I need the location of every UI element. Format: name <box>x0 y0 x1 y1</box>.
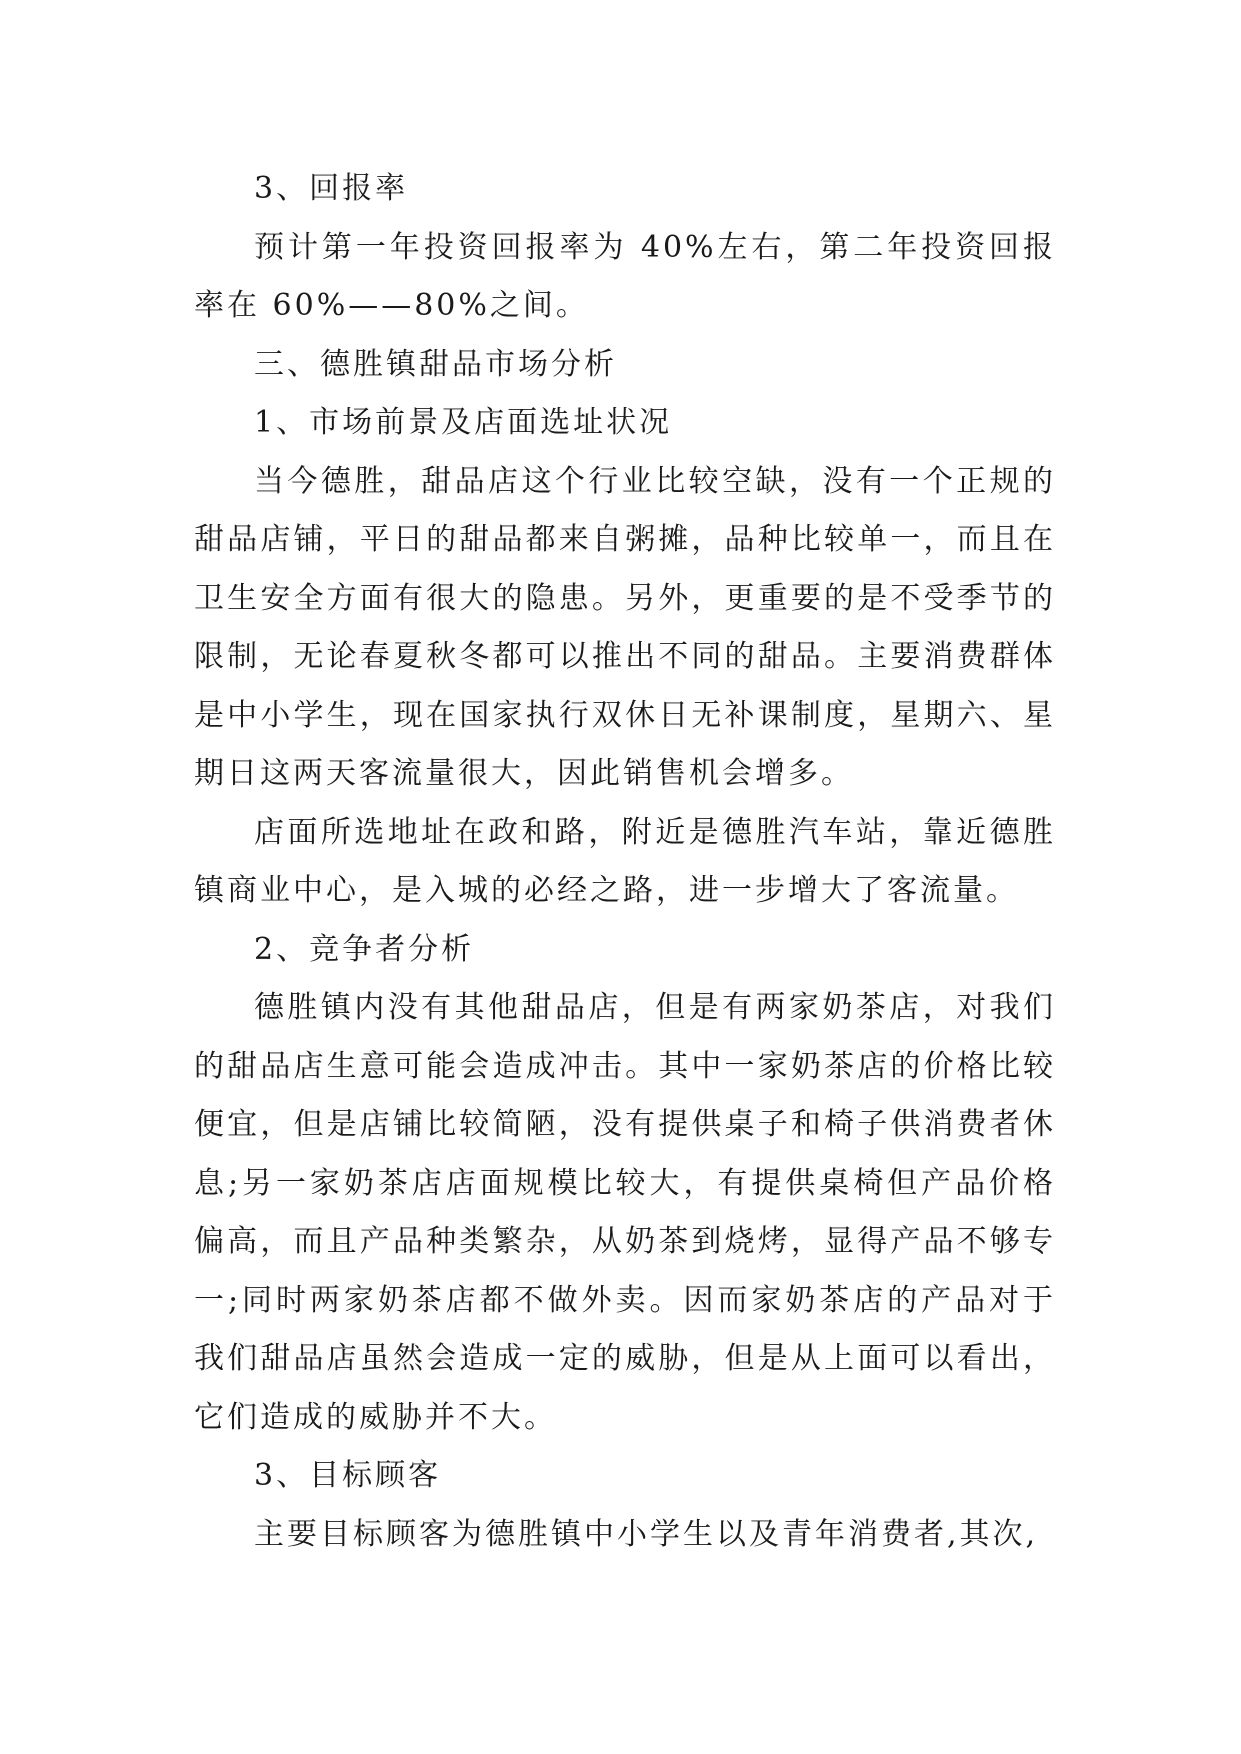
heading-market-prospect: 1、市场前景及店面选址状况 <box>254 405 673 440</box>
paragraph-return-rate: 预计第一年投资回报率为 40%左右，第二年投资回报率在 60%——80%之间。 <box>194 229 1056 323</box>
paragraph-location: 店面所选地址在政和路，附近是德胜汽车站，靠近德胜镇商业中心，是入城的必经之路，进一步增大了客流量。 <box>194 814 1056 908</box>
paragraph-target-customers: 主要目标顾客为德胜镇中小学生以及青年消费者,其次, <box>254 1516 1039 1552</box>
document-body <box>194 160 1056 1564</box>
heading-market-analysis: 三、德胜镇甜品市场分析 <box>254 346 617 382</box>
paragraph-market-prospect: 当今德胜，甜品店这个行业比较空缺，没有一个正规的甜品店铺，平日的甜品都来自粥摊，品种比较单一，而且在卫生安全方面有很大的隐患。另外，更重要的是不受季节的限制，无论春夏秋冬都可以推出不同的甜品。主要消费群体是中小学生，现在国家执行双休日无补课制度，星期六、星期日这两天客流量很大，因此销售机会增多。 <box>194 463 1056 791</box>
heading-target-customers: 3、目标顾客 <box>254 1458 442 1493</box>
paragraph-competitors: 德胜镇内没有其他甜品店，但是有两家奶茶店，对我们的甜品店生意可能会造成冲击。其中一家奶茶店的价格比较便宜，但是店铺比较简陋，没有提供桌子和椅子供消费者休息;另一家奶茶店店面规模比较大，有提供桌椅但产品价格偏高，而且产品种类繁杂，从奶茶到烧烤，显得产品不够专一;同时两家奶茶店都不做外卖。因而家奶茶店的产品对于我们甜品店虽然会造成一定的威胁，但是从上面可以看出，它们造成的威胁并不大。 <box>194 990 1056 1435</box>
heading-return-rate: 3、回报率 <box>254 171 409 206</box>
heading-competitors: 2、竞争者分析 <box>254 931 475 967</box>
